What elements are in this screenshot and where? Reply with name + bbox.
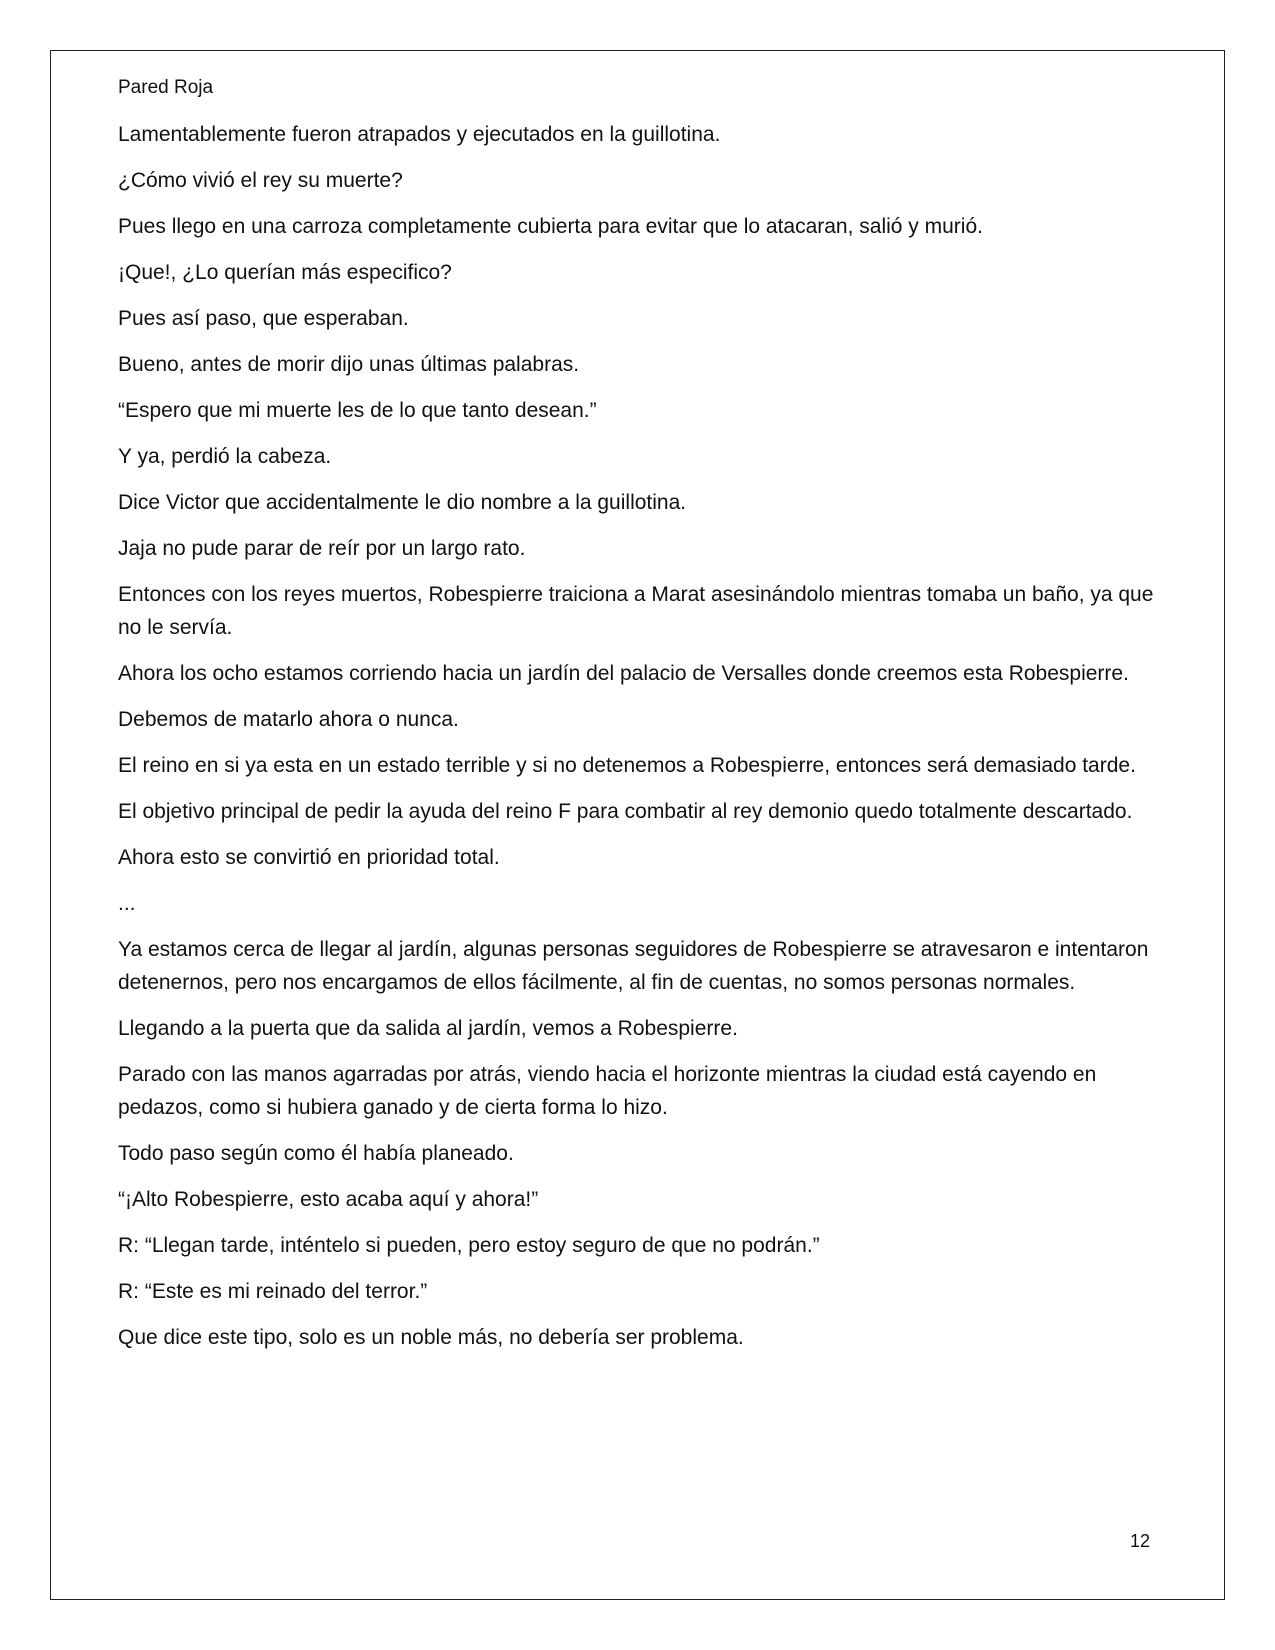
paragraph: El objetivo principal de pedir la ayuda del reino F para combatir al rey demonio quedo totalmente descartado. — [118, 800, 1133, 823]
paragraph: Todo paso según como él había planeado. — [118, 1142, 514, 1165]
paragraph: Y ya, perdió la cabeza. — [118, 445, 332, 468]
paragraph: Ya estamos cerca de llegar al jardín, algunas personas seguidores de Robespierre se atravesaron e intentaron detenernos, pero nos encargamos de ellos fácilmente, al fin de cuentas, no somos personas normales. — [118, 938, 1149, 994]
running-header: Pared Roja — [118, 77, 214, 98]
paragraph: Que dice este tipo, solo es un noble más, no debería ser problema. — [118, 1326, 744, 1349]
paragraph: ¿Cómo vivió el rey su muerte? — [118, 169, 403, 192]
paragraph: ¡Que!, ¿Lo querían más especifico? — [118, 261, 452, 284]
paragraph: R: “Este es mi reinado del terror.” — [118, 1280, 428, 1303]
paragraph: Parado con las manos agarradas por atrás, viendo hacia el horizonte mientras la ciudad está cayendo en pedazos, como si hubiera ganado y de cierta forma lo hizo. — [118, 1063, 1097, 1119]
paragraph: Lamentablemente fueron atrapados y ejecutados en la guillotina. — [118, 123, 721, 146]
paragraph: R: “Llegan tarde, inténtelo si pueden, pero estoy seguro de que no podrán.” — [118, 1234, 820, 1257]
scene-break: ... — [118, 892, 136, 915]
body-text — [118, 118, 1163, 1367]
paragraph: El reino en si ya esta en un estado terrible y si no detenemos a Robespierre, entonces será demasiado tarde. — [118, 754, 1136, 777]
paragraph: Dice Victor que accidentalmente le dio nombre a la guillotina. — [118, 491, 687, 514]
paragraph: Bueno, antes de morir dijo unas últimas palabras. — [118, 353, 580, 376]
paragraph: Debemos de matarlo ahora o nunca. — [118, 708, 459, 731]
page-number: 12 — [1130, 1531, 1151, 1551]
paragraph: Ahora los ocho estamos corriendo hacia un jardín del palacio de Versalles donde creemos esta Robespierre. — [118, 662, 1129, 685]
paragraph: Entonces con los reyes muertos, Robespierre traiciona a Marat asesinándolo mientras tomaba un baño, ya que no le servía. — [118, 583, 1154, 639]
paragraph: “¡Alto Robespierre, esto acaba aquí y ahora!” — [118, 1188, 539, 1211]
paragraph: Llegando a la puerta que da salida al jardín, vemos a Robespierre. — [118, 1017, 738, 1040]
paragraph: Pues llego en una carroza completamente cubierta para evitar que lo atacaran, salió y murió. — [118, 215, 983, 238]
paragraph: Pues así paso, que esperaban. — [118, 307, 409, 330]
paragraph: Ahora esto se convirtió en prioridad total. — [118, 846, 500, 869]
paragraph: “Espero que mi muerte les de lo que tanto desean.” — [118, 399, 597, 422]
paragraph: Jaja no pude parar de reír por un largo rato. — [118, 537, 526, 560]
